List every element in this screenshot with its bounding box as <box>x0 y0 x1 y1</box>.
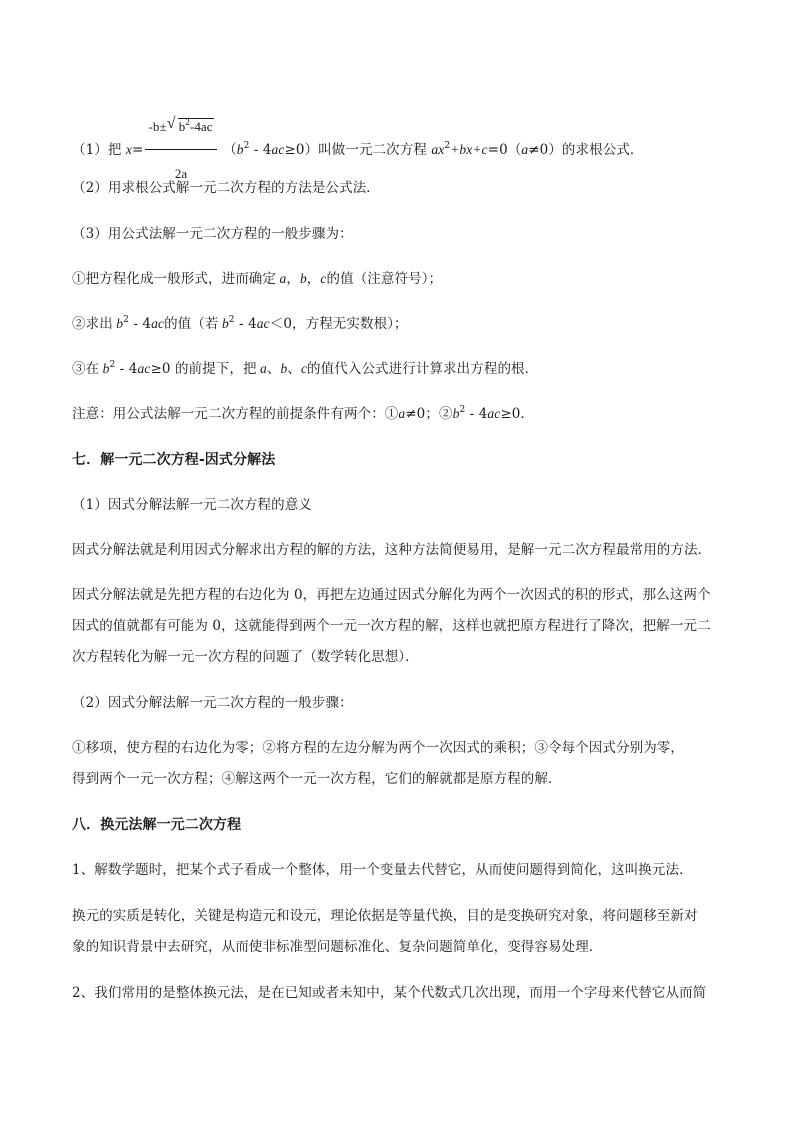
note-minus: - 4 <box>465 406 488 422</box>
step2-pre: ②求出 <box>72 316 113 332</box>
eq-a: a <box>521 142 529 157</box>
step2-ac2: ac <box>256 316 270 331</box>
paragraph-factorization-line3: 次方程转化为解一元一次方程的问题了（数学转化思想）． <box>72 649 419 665</box>
text-l1-pre: （1）把 <box>72 142 122 158</box>
note-ac: ac <box>487 406 501 421</box>
step3-sep1: 、 <box>266 361 281 377</box>
step-3-line <box>72 360 538 378</box>
paragraph-factorization-def: 因式分解法就是利用因式分解求出方程的解的方法，这种方法简便易用，是解一元二次方程最常用的方法． <box>72 542 712 558</box>
step2-tail: ＜0，方程无实数根）； <box>269 316 408 332</box>
radicand-b: b <box>178 119 186 134</box>
step1-c: c <box>320 271 327 286</box>
paragraph-substitution-essence-line1: 换元的实质是转化，关键是构造元和设元，理论依据是等量代换，目的是变换研究对象，将问题移至新对 <box>72 908 698 924</box>
step3-pre: ③在 <box>72 361 100 377</box>
step3-c: c <box>300 361 308 376</box>
note-line <box>72 405 534 423</box>
step1-comma2: ， <box>306 271 321 287</box>
note-a: a <box>398 406 406 421</box>
step1-comma1: ， <box>286 271 300 287</box>
step2-minus2: - 4 <box>234 316 257 332</box>
step3-exp: 2 <box>109 360 116 370</box>
section-heading-7: 七．解一元二次方程-因式分解法 <box>72 452 276 468</box>
step3-ac: ac <box>137 361 151 376</box>
paragraph-substitution-essence-line2: 象的知识背景中去研究，从而使非标准型问题标准化、复杂问题简单化，变得容易处理． <box>72 939 603 955</box>
paragraph-general-steps: （3）用公式法解一元二次方程的一般步骤为： <box>72 226 353 242</box>
step3-b: b <box>99 361 110 376</box>
step1-b: b <box>299 271 307 286</box>
step2-exp2: 2 <box>228 315 235 325</box>
paragraph-substitution-whole: 2、我们常用的是整体换元法，是在已知或者未知中，某个代数式几次出现，而用一个字母来代替它从而简 <box>72 985 707 1001</box>
note-b: b <box>452 406 460 421</box>
paragraph-formula-method: （2）用求根公式解一元二次方程的方法是公式法． <box>72 180 380 196</box>
formula-neg-b-pm: -b± <box>148 119 167 134</box>
cond-exp: 2 <box>243 141 250 151</box>
cond-b: b <box>236 142 244 157</box>
paragraph-factorization-meaning: （1）因式分解法解一元二次方程的意义 <box>72 497 312 513</box>
section-heading-8: 八．换元法解一元二次方程 <box>72 817 242 833</box>
cond-open: （ <box>223 142 237 158</box>
formula-denominator: 2a <box>174 166 188 181</box>
paragraph-factorization-steps-line1: ①移项，使方程的右边化为零；②将方程的左边分解为两个一次因式的乘积；③令每个因式分别为零， <box>72 740 684 756</box>
step2-mid: 的值（若 <box>164 316 219 332</box>
step1-tail: 的值（注意符号）； <box>326 271 443 287</box>
step3-bb: b <box>280 361 288 376</box>
square-root <box>167 107 214 147</box>
formula-numerator <box>145 107 216 150</box>
note-mid: ≠0；② <box>405 406 453 422</box>
eq-bx-c: +bx+c <box>450 142 488 157</box>
note-tail: ≥0． <box>500 406 535 422</box>
eq-ax: ax <box>431 142 445 157</box>
paragraph-substitution-def: 1、解数学题时，把某个式子看成一个整体，用一个变量去代替它，从而使问题得到简化，这叫换元法． <box>72 862 693 878</box>
cond-close: ≥0）叫做一元二次方程 <box>284 142 427 158</box>
step2-b2: b <box>218 316 229 331</box>
step2-ac: ac <box>151 316 165 331</box>
step3-sep2: 、 <box>287 361 301 377</box>
radicand <box>178 118 214 134</box>
step2-exp: 2 <box>123 315 129 325</box>
step3-tail: 的值代入公式进行计算求出方程的根． <box>307 361 539 377</box>
radical-sign-icon: √ <box>166 115 176 132</box>
cond-ac: ac <box>271 142 285 157</box>
cond-minus: - 4 <box>249 142 272 158</box>
paragraph-factorization-line1: 因式分解法就是先把方程的右边化为 0，再把左边通过因式分解化为两个一次因式的积的形式，那么这两个 <box>72 587 711 603</box>
step2-minus: - 4 <box>128 316 152 332</box>
radicand-exponent: 2 <box>185 117 190 127</box>
paragraph-factorization-line2: 因式的值就都有可能为 0，这就能得到两个一元一次方程的解，这样也就把原方程进行了降次，把解一元二 <box>72 618 711 634</box>
radicand-4ac: -4ac <box>189 119 213 134</box>
step1-pre: ①把方程化成一般形式，进而确定 <box>72 271 276 287</box>
equals-sign: = <box>132 142 144 158</box>
eq-tail: ≠0）的求根公式． <box>528 142 644 158</box>
eq-zero: =0（ <box>487 142 522 158</box>
step3-mid: ≥0 的前提下，把 <box>150 361 257 377</box>
note-pre: 注意：用公式法解一元二次方程的前提条件有两个：① <box>72 406 399 422</box>
step2-b: b <box>112 316 124 331</box>
step-2-line <box>72 315 408 333</box>
paragraph-factorization-steps-title: （2）因式分解法解一元二次方程的一般步骤： <box>72 695 353 711</box>
eq-exp: 2 <box>444 141 451 151</box>
note-exp: 2 <box>459 405 466 415</box>
var-x: x <box>125 142 132 157</box>
step3-a: a <box>256 361 267 376</box>
step3-minus: - 4 <box>115 361 138 377</box>
step1-a: a <box>276 271 287 286</box>
step-1-line <box>72 270 442 288</box>
paragraph-factorization-steps-line2: 得到两个一元一次方程；④解这两个一元一次方程，它们的解就都是原方程的解． <box>72 771 562 787</box>
